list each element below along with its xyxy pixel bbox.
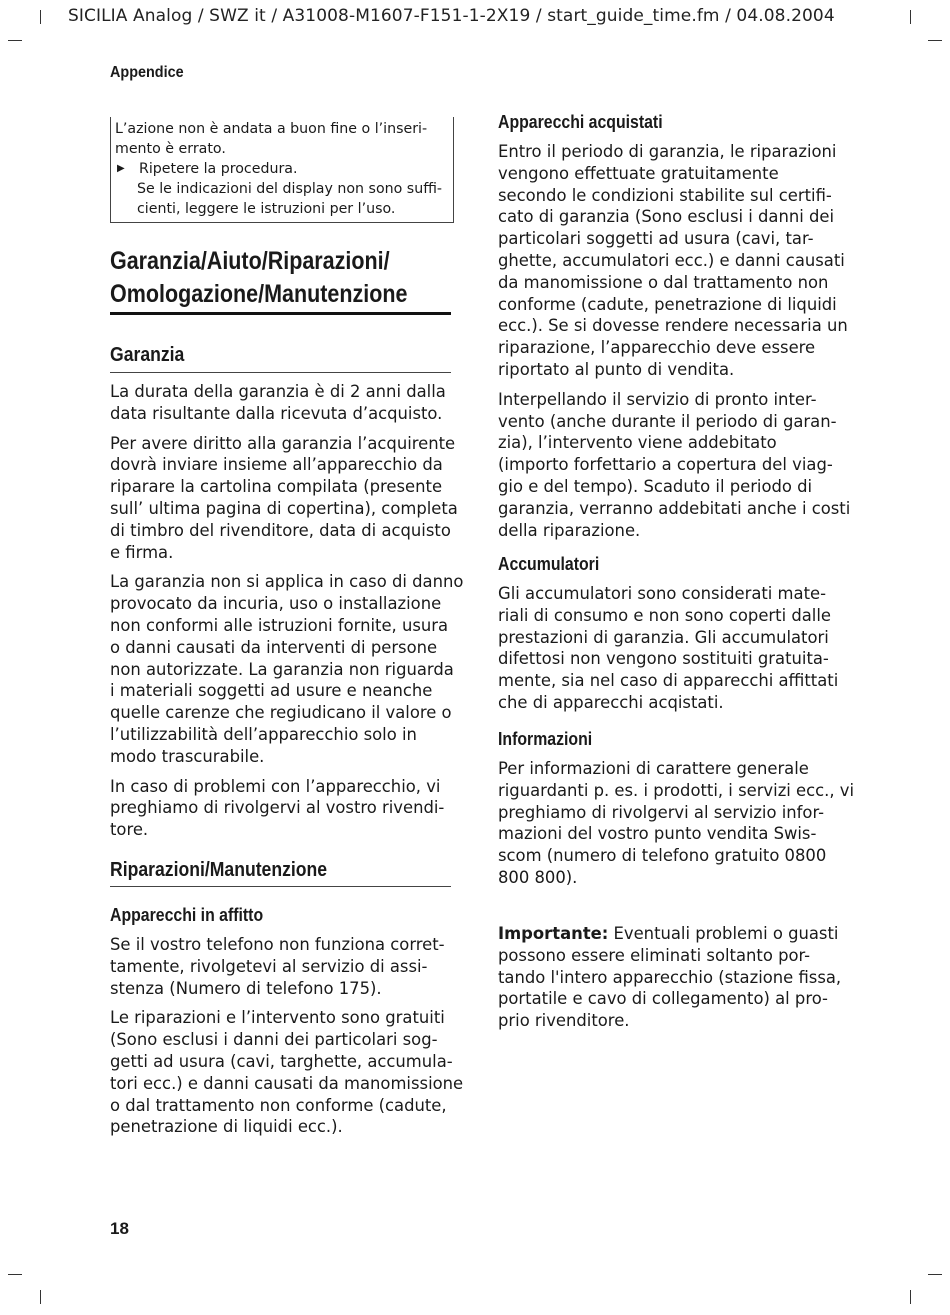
paragraph (110, 433, 458, 564)
paragraph (110, 571, 464, 767)
text-line: vengono effettuate gratuitamente (498, 163, 779, 183)
paragraph (110, 381, 455, 425)
notice-bullet (115, 159, 449, 179)
importante-first-line: Eventuali problemi o guasti (608, 924, 839, 943)
text-line: difettosi non vengono sostituiti gratuita- (498, 649, 829, 669)
notice-line: Se le indicazioni del display non sono suffi- (137, 181, 443, 197)
text-line: dovrà inviare insieme all’apparecchio da (110, 455, 443, 475)
heading-garanzia: Garanzia (110, 344, 185, 366)
text-line: sull’ ultima pagina di copertina), completa (110, 498, 458, 518)
page-number: 18 (110, 1219, 129, 1238)
text-line: scom (numero di telefono gratuito 0800 (498, 846, 827, 866)
heading-rule (110, 886, 451, 887)
heading-accumulatori: Accumulatori (498, 554, 600, 574)
paragraph (498, 141, 848, 381)
crop-mark-top-right-h (928, 40, 942, 41)
text-line: Interpellando il servizio di pronto inter- (498, 389, 817, 409)
text-line: La garanzia non si applica in caso di danno (110, 572, 464, 592)
paragraph (498, 389, 851, 542)
text-line: tori ecc.) e danni causati da manomissione (110, 1073, 464, 1093)
heading-rule (110, 372, 451, 373)
text-line: (importo forfettario a copertura del viag- (498, 455, 833, 475)
text-line: prio rivenditore. (498, 1011, 630, 1031)
text-line: modo trascurabile. (110, 746, 265, 766)
text-line: getti ad usura (cavi, targhette, accumula- (110, 1051, 453, 1071)
triangle-right-icon: ▶ (117, 163, 125, 174)
text-line: prestazioni di garanzia. Gli accumulatori (498, 627, 829, 647)
text-line: gio e del tempo). Scaduto il periodo di (498, 476, 813, 496)
text-line: quelle carenze che regiudicano il valore o (110, 703, 452, 723)
acquistati-body (498, 141, 851, 541)
text-line: l’utilizzabilità dell’apparecchio solo in (110, 724, 417, 744)
importante-note (498, 923, 843, 1032)
garanzia-body (110, 381, 464, 841)
heading-informazioni: Informazioni (498, 729, 593, 749)
text-line: tamente, rivolgetevi al servizio di assi- (110, 956, 428, 976)
text-line: ecc.). Se si dovesse rendere necessaria un (498, 316, 848, 336)
text-line: penetrazione di liquidi ecc.). (110, 1117, 343, 1137)
importante-label: Importante: (498, 924, 609, 943)
text-line: i materiali soggetti ad usure e neanche (110, 681, 433, 701)
text-line: Per informazioni di carattere generale (498, 759, 809, 778)
crop-mark-bottom-right-v (910, 1290, 911, 1304)
text-line: vento (anche durante il periodo di garan- (498, 411, 837, 431)
text-line: Gli accumulatori sono considerati mate- (498, 584, 826, 603)
text-line: possono essere eliminati soltanto por- (498, 945, 811, 965)
notice-line: mento è errato. (115, 141, 226, 157)
print-header: SICILIA Analog / SWZ it / A31008-M1607-F151-1-2X19 / start_guide_time.fm / 04.08.2004 (68, 6, 835, 26)
accumulatori-body (498, 583, 843, 714)
text-line: garanzia, verranno addebitati anche i costi (498, 498, 851, 518)
crop-mark-top-right-v (910, 10, 911, 24)
text-line: zia), l’intervento viene addebitato (498, 433, 777, 453)
notice-line: L’azione non è andata a buon fine o l’inseri- (115, 121, 428, 137)
text-line: 800 800). (498, 867, 578, 887)
crop-mark-bottom-right-h (928, 1274, 942, 1275)
text-line: preghiamo di rivolgervi al vostro rivendi- (110, 798, 445, 818)
text-line: Se il vostro telefono non funziona corret- (110, 935, 445, 954)
notice-box (110, 117, 454, 223)
section-label: Appendice (110, 64, 184, 81)
text-line: La durata della garanzia è di 2 anni dalla (110, 382, 446, 401)
title-rule (110, 312, 451, 315)
text-line: stenza (Numero di telefono 175). (110, 978, 382, 998)
text-line: riali di consumo e non sono coperti dalle (498, 605, 831, 625)
heading-riparazioni: Riparazioni/Manutenzione (110, 859, 328, 881)
text-line: tando l'intero apparecchio (stazione fissa, (498, 967, 842, 987)
paragraph (110, 776, 455, 841)
text-line: particolari soggetti ad usura (cavi, tar- (498, 229, 814, 249)
text-line: riparare la cartolina compilata (presente (110, 477, 443, 497)
text-line: Entro il periodo di garanzia, le riparazioni (498, 142, 837, 161)
notice-line: cienti, leggere le istruzioni per l’uso. (137, 201, 396, 217)
text-line: Per avere diritto alla garanzia l’acquirente (110, 433, 456, 453)
text-line: che di apparecchi acqistati. (498, 692, 724, 712)
main-title-line2: Omologazione/Manutenzione (110, 280, 408, 308)
notice-bullet-text: Ripetere la procedura. (139, 161, 298, 177)
text-line: ghette, accumulatori ecc.) e danni causati (498, 250, 845, 270)
text-line (498, 923, 843, 945)
text-line: tore. (110, 820, 149, 840)
informazioni-body (498, 758, 855, 889)
text-line: mente, sia nel caso di apparecchi affittati (498, 671, 839, 691)
text-line: riportato al punto di vendita. (498, 359, 735, 379)
text-line: mazioni del vostro punto vendita Swis- (498, 824, 817, 844)
affitto-body (110, 934, 464, 1138)
text-line: cato di garanzia (Sono esclusi i danni dei (498, 207, 835, 227)
text-line: o dal trattamento non conforme (cadute, (110, 1095, 447, 1115)
text-line: preghiamo di rivolgervi al servizio infor- (498, 802, 825, 822)
text-line: secondo le condizioni stabilite sul certifi- (498, 185, 832, 205)
crop-mark-bottom-left-h (8, 1274, 22, 1275)
text-line: provocato da incuria, uso o installazione (110, 594, 442, 614)
heading-apparecchi-acquistati: Apparecchi acquistati (498, 112, 663, 132)
paragraph (110, 934, 455, 999)
main-title-line1: Garanzia/Aiuto/Riparazioni/ (110, 247, 390, 275)
crop-mark-bottom-left-v (40, 1290, 41, 1304)
paragraph (498, 923, 843, 1032)
text-line: riparazione, l’apparecchio deve essere (498, 338, 816, 358)
text-line: di timbro del rivenditore, data di acquisto (110, 520, 451, 540)
text-line: da manomissione o dal trattamento non (498, 272, 829, 292)
text-line: data risultante dalla ricevuta d’acquisto. (110, 403, 443, 423)
crop-mark-top-left-v (40, 10, 41, 24)
text-line: riguardanti p. es. i prodotti, i servizi ecc., vi (498, 780, 855, 800)
text-line: non conformi alle istruzioni fornite, usura (110, 615, 449, 635)
text-line: portatile e cavo di collegamento) al pro- (498, 989, 828, 1009)
paragraph (110, 1007, 464, 1138)
text-line: della riparazione. (498, 520, 641, 540)
text-line: o danni causati da interventi di persone (110, 637, 438, 657)
heading-apparecchi-affitto: Apparecchi in affitto (110, 905, 264, 925)
text-line: e firma. (110, 542, 174, 562)
paragraph (498, 758, 855, 889)
text-line: (Sono esclusi i danni dei particolari sog- (110, 1030, 438, 1050)
text-line: In caso di problemi con l’apparecchio, vi (110, 776, 441, 796)
crop-mark-top-left-h (8, 40, 22, 41)
text-line: non autorizzate. La garanzia non riguarda (110, 659, 454, 679)
text-line: conforme (cadute, penetrazione di liquidi (498, 294, 837, 314)
text-line: Le riparazioni e l’intervento sono gratuiti (110, 1008, 445, 1028)
paragraph (498, 583, 843, 714)
